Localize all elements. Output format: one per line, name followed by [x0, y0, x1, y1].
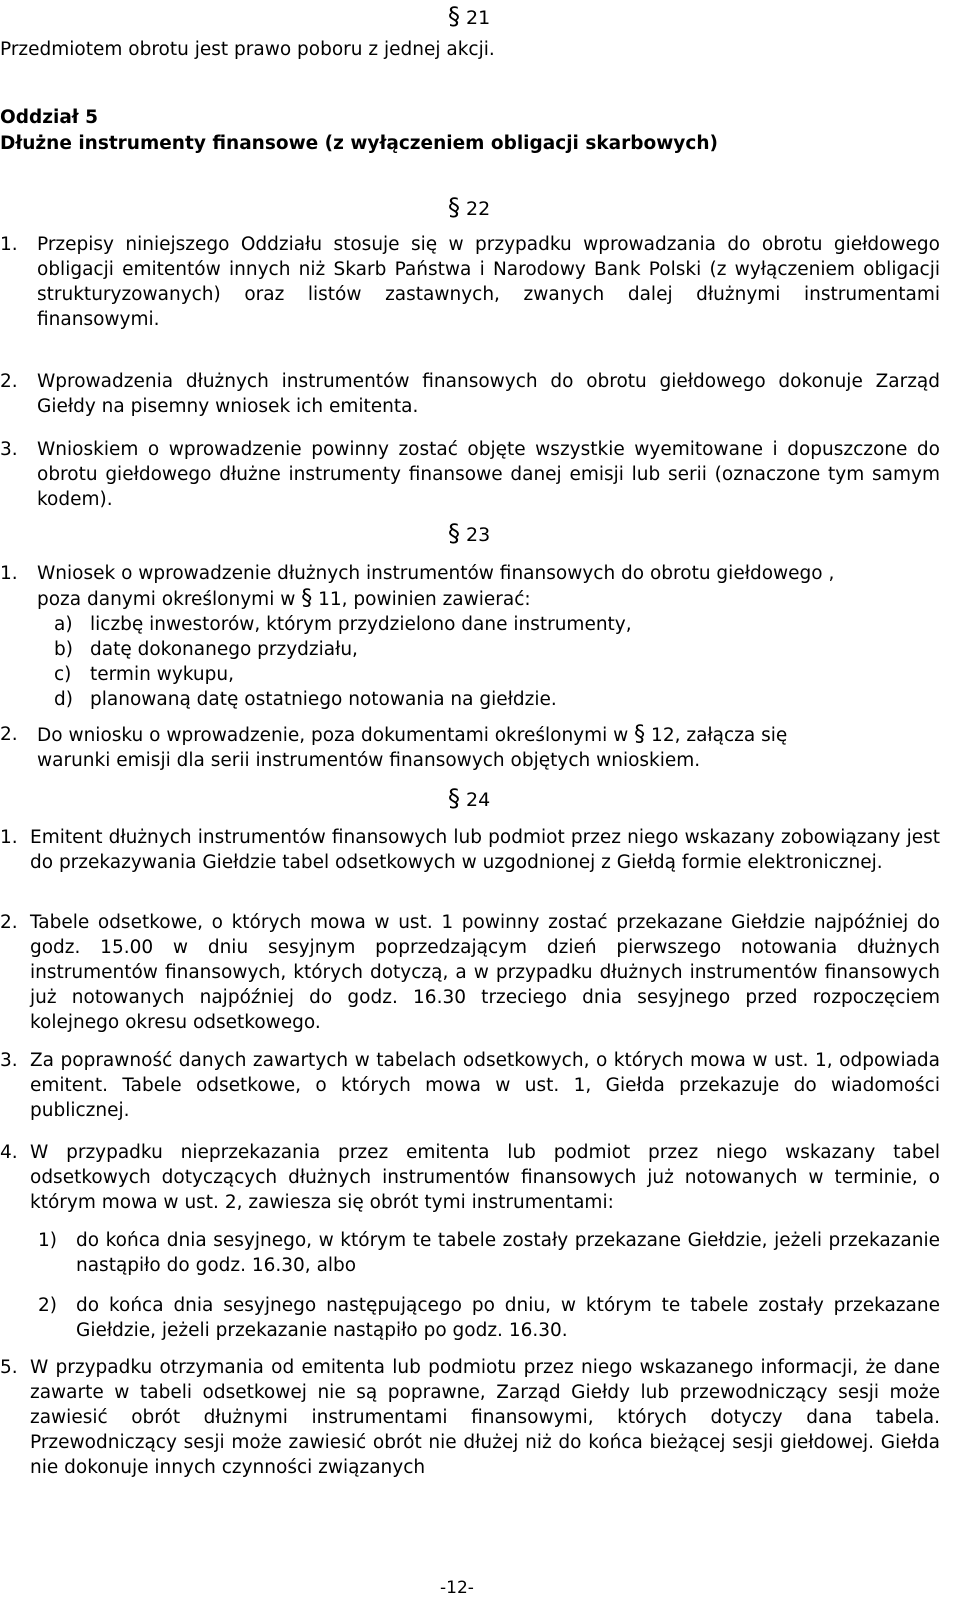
sub-item-b: b) datę dokonanego przydziału, — [54, 639, 358, 660]
item-number: 4. — [0, 1142, 18, 1163]
s22-item-1 — [0, 232, 940, 332]
s24-item-2 — [0, 910, 940, 1035]
division-subtitle: Dłużne instrumenty finansowe (z wyłączeniem obligacji skarbowych) — [0, 133, 718, 154]
item-number: 2. — [0, 371, 18, 392]
item-number: 3. — [0, 439, 18, 460]
item-text: Wprowadzenia dłużnych instrumentów finansowych do obrotu giełdowego dokonuje Zarząd Giełdy na pisemny wniosek ich emitenta. — [37, 371, 940, 417]
section-sign: § — [448, 784, 460, 812]
item-text: W przypadku otrzymania od emitenta lub podmiotu przez niego wskazanego informacji, że dane zawarte w tabeli odsetkowej nie są poprawne, Zarząd Giełdy lub przewodniczący sesji może zawiesić obrót dłużnymi instrumentami finansowymi, których dotyczy dana tabela. Przewodniczący sesji może zawiesić obrót nie dłużej niż do końca bieżącej sesji giełdowej. Giełda nie dokonuje innych czynności związanych — [30, 1357, 940, 1478]
sub-item-label: 2) — [38, 1295, 57, 1316]
item-number: 2. — [0, 912, 18, 933]
sub-item-a: a) liczbę inwestorów, którym przydzielono dane instrumenty, — [54, 614, 632, 635]
section-heading-23 — [448, 521, 490, 548]
s24-item-5 — [0, 1355, 940, 1480]
s24-sub-item-2 — [38, 1293, 940, 1343]
section-number: 23 — [466, 524, 491, 546]
item-text: Przepisy niniejszego Oddziału stosuje się w przypadku wprowadzania do obrotu giełdowego obligacji emitentów innych niż Skarb Państwa i Narodowy Bank Polski (z wyłączeniem obligacji strukturyzowanych) oraz listów zastawnych, zwanych dalej dłużnymi instrumentami finansowymi. — [37, 234, 940, 330]
s24-item-1 — [0, 825, 940, 875]
section-number: 22 — [466, 198, 491, 220]
item-text: Tabele odsetkowe, o których mowa w ust. 1 powinny zostać przekazane Giełdzie najpóźniej do godz. 15.00 w dniu sesyjnym poprzedzającym dzień pierwszego notowania dłużnych instrumentów finansowych, których dotyczą, a w przypadku dłużnych instrumentów finansowych już notowanych najpóźniej do godz. 16.30 trzeciego dnia sesyjnego przed rozpoczęciem kolejnego okresu odsetkowego. — [30, 912, 940, 1033]
section-number: 21 — [466, 7, 491, 29]
item-text: Emitent dłużnych instrumentów finansowych lub podmiot przez niego wskazany zobowiązany jest do przekazywania Giełdzie tabel odsetkowych w uzgodnionej z Giełdą formie elektronicznej. — [30, 827, 940, 873]
page-number: -12- — [440, 1578, 474, 1598]
sub-item-text: do końca dnia sesyjnego, w którym te tabele zostały przekazane Giełdzie, jeżeli przekazanie nastąpiło do godz. 16.30, albo — [76, 1230, 940, 1276]
section-sign: § — [448, 193, 460, 221]
item-number: 1. — [0, 234, 18, 255]
sub-item-label: 1) — [38, 1230, 57, 1251]
sub-item-text: do końca dnia sesyjnego następującego po dniu, w którym te tabele zostały przekazane Giełdzie, jeżeli przekazanie nastąpiło po godz. 16.30. — [76, 1295, 940, 1341]
intro-paragraph: Przedmiotem obrotu jest prawo poboru z jednej akcji. — [0, 39, 495, 60]
section-sign: § — [448, 519, 460, 547]
sub-item-c: c) termin wykupu, — [54, 664, 234, 685]
item-text-line: warunki emisji dla serii instrumentów finansowych objętych wnioskiem. — [37, 750, 701, 771]
item-text: W przypadku nieprzekazania przez emitenta lub podmiot przez niego wskazany tabel odsetkowych dotyczących dłużnych instrumentów finansowych już notowanych w terminie, o którym mowa w ust. 2, zawiesza się obrót tymi instrumentami: — [30, 1142, 940, 1213]
item-text: Za poprawność danych zawartych w tabelach odsetkowych, o których mowa w ust. 1, odpowiada emitent. Tabele odsetkowe, o których mowa w ust. 1, Giełda przekazuje do wiadomości publicznej. — [30, 1050, 940, 1121]
s22-item-3 — [0, 437, 940, 512]
s24-item-4 — [0, 1140, 940, 1215]
item-text-line: Do wniosku o wprowadzenie, poza dokumentami określonymi w § 12, załącza się — [37, 722, 788, 747]
s23-item-2 — [0, 722, 940, 773]
item-number: 3. — [0, 1050, 18, 1071]
item-text-line: poza danymi określonymi w § 11, powinien zawierać: — [37, 586, 531, 611]
s24-sub-item-1 — [38, 1228, 940, 1278]
s23-item-1 — [0, 561, 940, 712]
item-text: Wnioskiem o wprowadzenie powinny zostać objęte wszystkie wyemitowane i dopuszczone do obrotu giełdowego dłużne instrumenty finansowe danej emisji lub serii (oznaczone tym samym kodem). — [37, 439, 940, 510]
section-number: 24 — [466, 789, 491, 811]
item-number: 5. — [0, 1357, 18, 1378]
sub-item-d: d) planowaną datę ostatniego notowania na giełdzie. — [54, 689, 557, 710]
division-title: Oddział 5 — [0, 107, 98, 128]
item-number: 1. — [0, 563, 18, 584]
s24-item-3 — [0, 1048, 940, 1123]
section-heading-24 — [448, 786, 490, 813]
item-number: 2. — [0, 724, 18, 745]
section-heading-22 — [448, 195, 490, 222]
item-text-line: Wniosek o wprowadzenie dłużnych instrumentów finansowych do obrotu giełdowego , — [37, 563, 835, 584]
section-heading-21 — [448, 4, 490, 31]
section-sign: § — [448, 2, 460, 30]
item-number: 1. — [0, 827, 18, 848]
s22-item-2 — [0, 369, 940, 419]
